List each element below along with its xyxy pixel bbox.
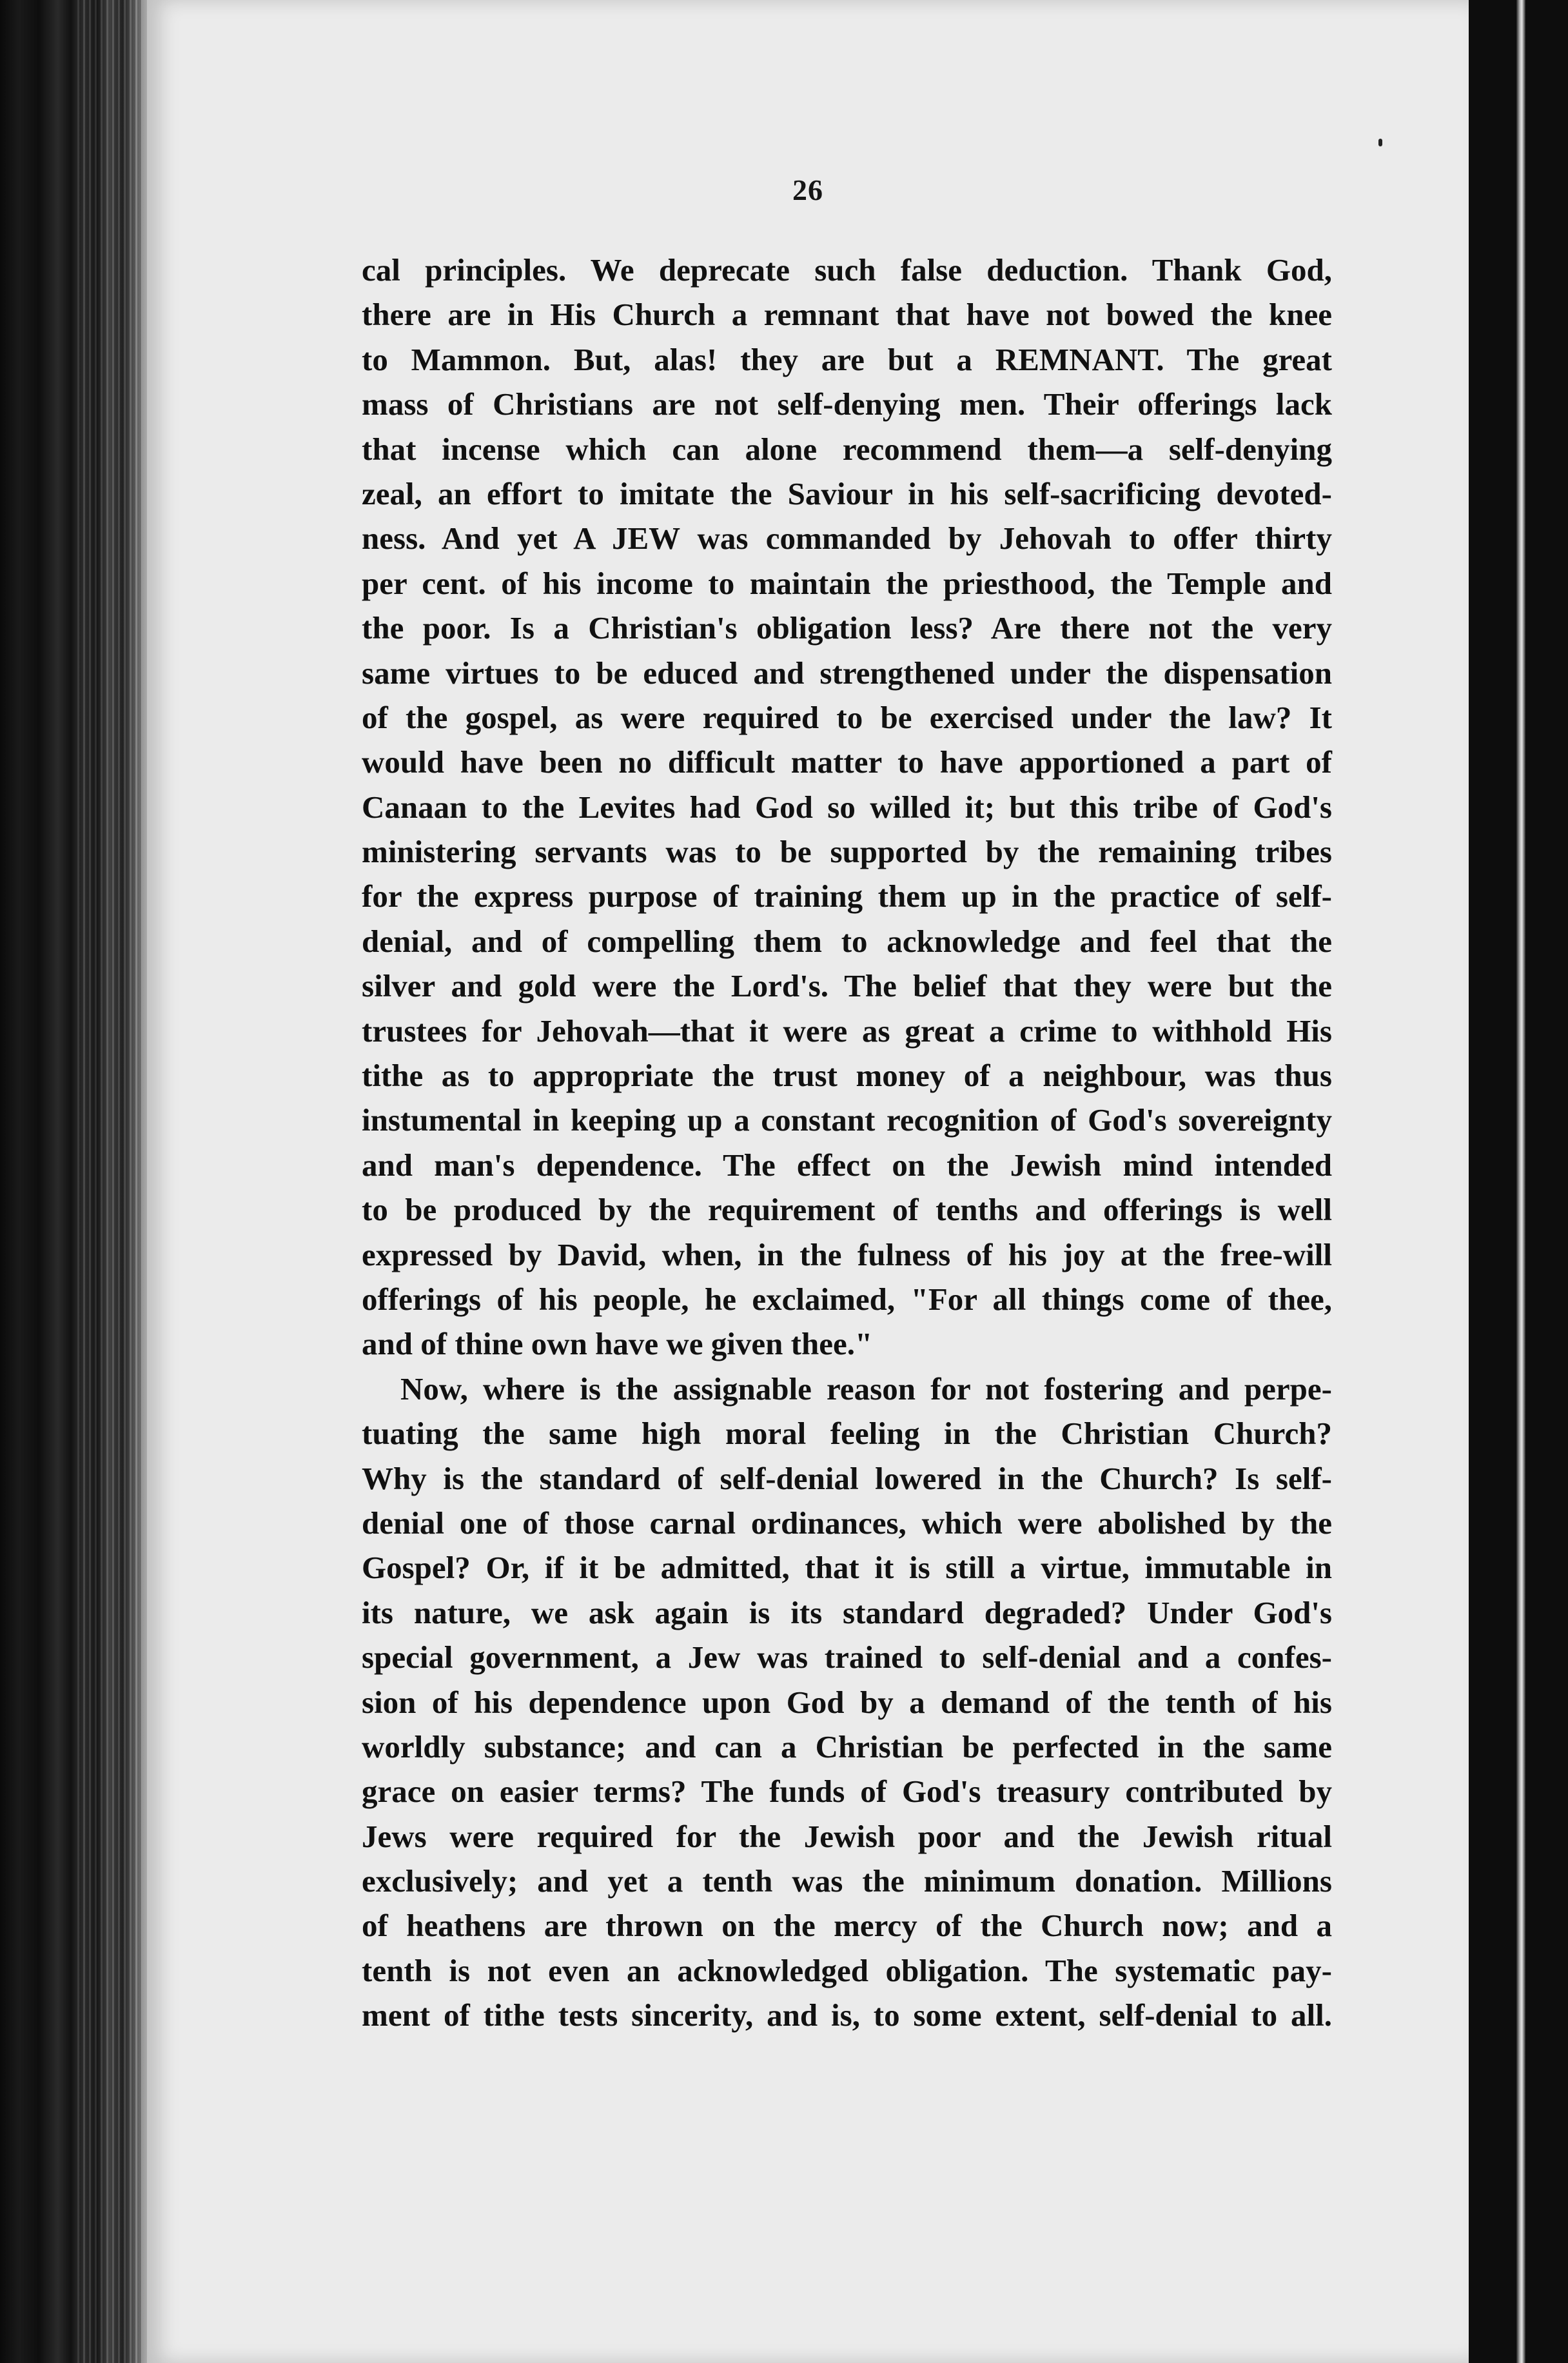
text-line: denial one of those carnal ordinances, which were abolished by the <box>362 1505 1332 1541</box>
text-line: grace on easier terms? The funds of God's treasury contributed by <box>362 1774 1332 1810</box>
text-line: to be produced by the requirement of tenths and offerings is well <box>362 1192 1332 1228</box>
text-line: of the gospel, as were required to be exercised under the law? It <box>362 699 1332 735</box>
text-line: ment of tithe tests sincerity, and is, to some extent, self-denial to all. <box>362 1997 1332 2033</box>
text-line: Why is the standard of self-denial lowered in the Church? Is self- <box>362 1460 1332 1496</box>
text-line: exclusively; and yet a tenth was the minimum donation. Millions <box>362 1863 1332 1899</box>
text-line: mass of Christians are not self-denying men. Their offerings lack <box>362 386 1332 422</box>
text-line: would have been no difficult matter to have apportioned a part of <box>362 744 1332 780</box>
body-text <box>362 248 1332 2038</box>
text-line: to Mammon. But, alas! they are but a REMNANT. The great <box>362 341 1332 377</box>
text-line: zeal, an effort to imitate the Saviour in his self-sacrificing devoted- <box>362 475 1332 511</box>
text-line: silver and gold were the Lord's. The belief that they were but the <box>362 968 1332 1004</box>
text-line: of heathens are thrown on the mercy of the Church now; and a <box>362 1908 1332 1944</box>
text-line: tithe as to appropriate the trust money of a neighbour, was thus <box>362 1058 1332 1094</box>
text-line: worldly substance; and can a Christian be perfected in the same <box>362 1728 1332 1765</box>
text-line: the poor. Is a Christian's obligation less? Are there not the very <box>362 610 1332 646</box>
text-line: and of thine own have we given thee." <box>362 1326 873 1362</box>
text-line: for the express purpose of training them up in the practice of self- <box>362 878 1332 915</box>
text-line: Canaan to the Levites had God so willed it; but this tribe of God's <box>362 789 1332 825</box>
text-line: expressed by David, when, in the fulness of his joy at the free-will <box>362 1236 1332 1272</box>
text-line: trustees for Jehovah—that it were as great a crime to withhold His <box>362 1013 1332 1049</box>
text-line: cal principles. We deprecate such false deduction. Thank God, <box>362 252 1332 288</box>
text-line: Now, where is the assignable reason for not fostering and perpe- <box>400 1370 1332 1407</box>
text-line: same virtues to be educed and strengthened under the dispensation <box>362 655 1332 691</box>
text-line: special government, a Jew was trained to self-denial and a confes- <box>362 1639 1332 1676</box>
text-line: its nature, we ask again is its standard degraded? Under God's <box>362 1594 1332 1630</box>
text-line: that incense which can alone recommend them—a self-denying <box>362 431 1332 467</box>
text-line: sion of his dependence upon God by a demand of the tenth of his <box>362 1684 1332 1720</box>
text-line: tenth is not even an acknowledged obligation. The systematic pay- <box>362 1952 1332 1988</box>
text-line: ministering servants was to be supported by the remaining tribes <box>362 834 1332 870</box>
text-line: and man's dependence. The effect on the Jewish mind intended <box>362 1147 1332 1183</box>
page-number: 26 <box>792 173 823 206</box>
text-line: Gospel? Or, if it be admitted, that it is still a virtue, immutable in <box>362 1550 1332 1586</box>
right-page-edge <box>1516 0 1525 2363</box>
text-line: denial, and of compelling them to acknowledge and feel that the <box>362 923 1332 959</box>
binding-page-edges <box>77 0 142 2363</box>
text-line: instumental in keeping up a constant recognition of God's sovereignty <box>362 1102 1332 1138</box>
ink-speck <box>1378 139 1382 146</box>
text-line: Jews were required for the Jewish poor and the Jewish ritual <box>362 1818 1332 1854</box>
text-line: ness. And yet A JEW was commanded by Jehovah to offer thirty <box>362 520 1332 557</box>
text-line: tuating the same high moral feeling in the Christian Church? <box>362 1416 1332 1452</box>
text-line: there are in His Church a remnant that have not bowed the knee <box>362 297 1332 333</box>
text-line: offerings of his people, he exclaimed, "For all things come of thee, <box>362 1281 1332 1317</box>
text-line: per cent. of his income to maintain the priesthood, the Temple and <box>362 565 1332 601</box>
